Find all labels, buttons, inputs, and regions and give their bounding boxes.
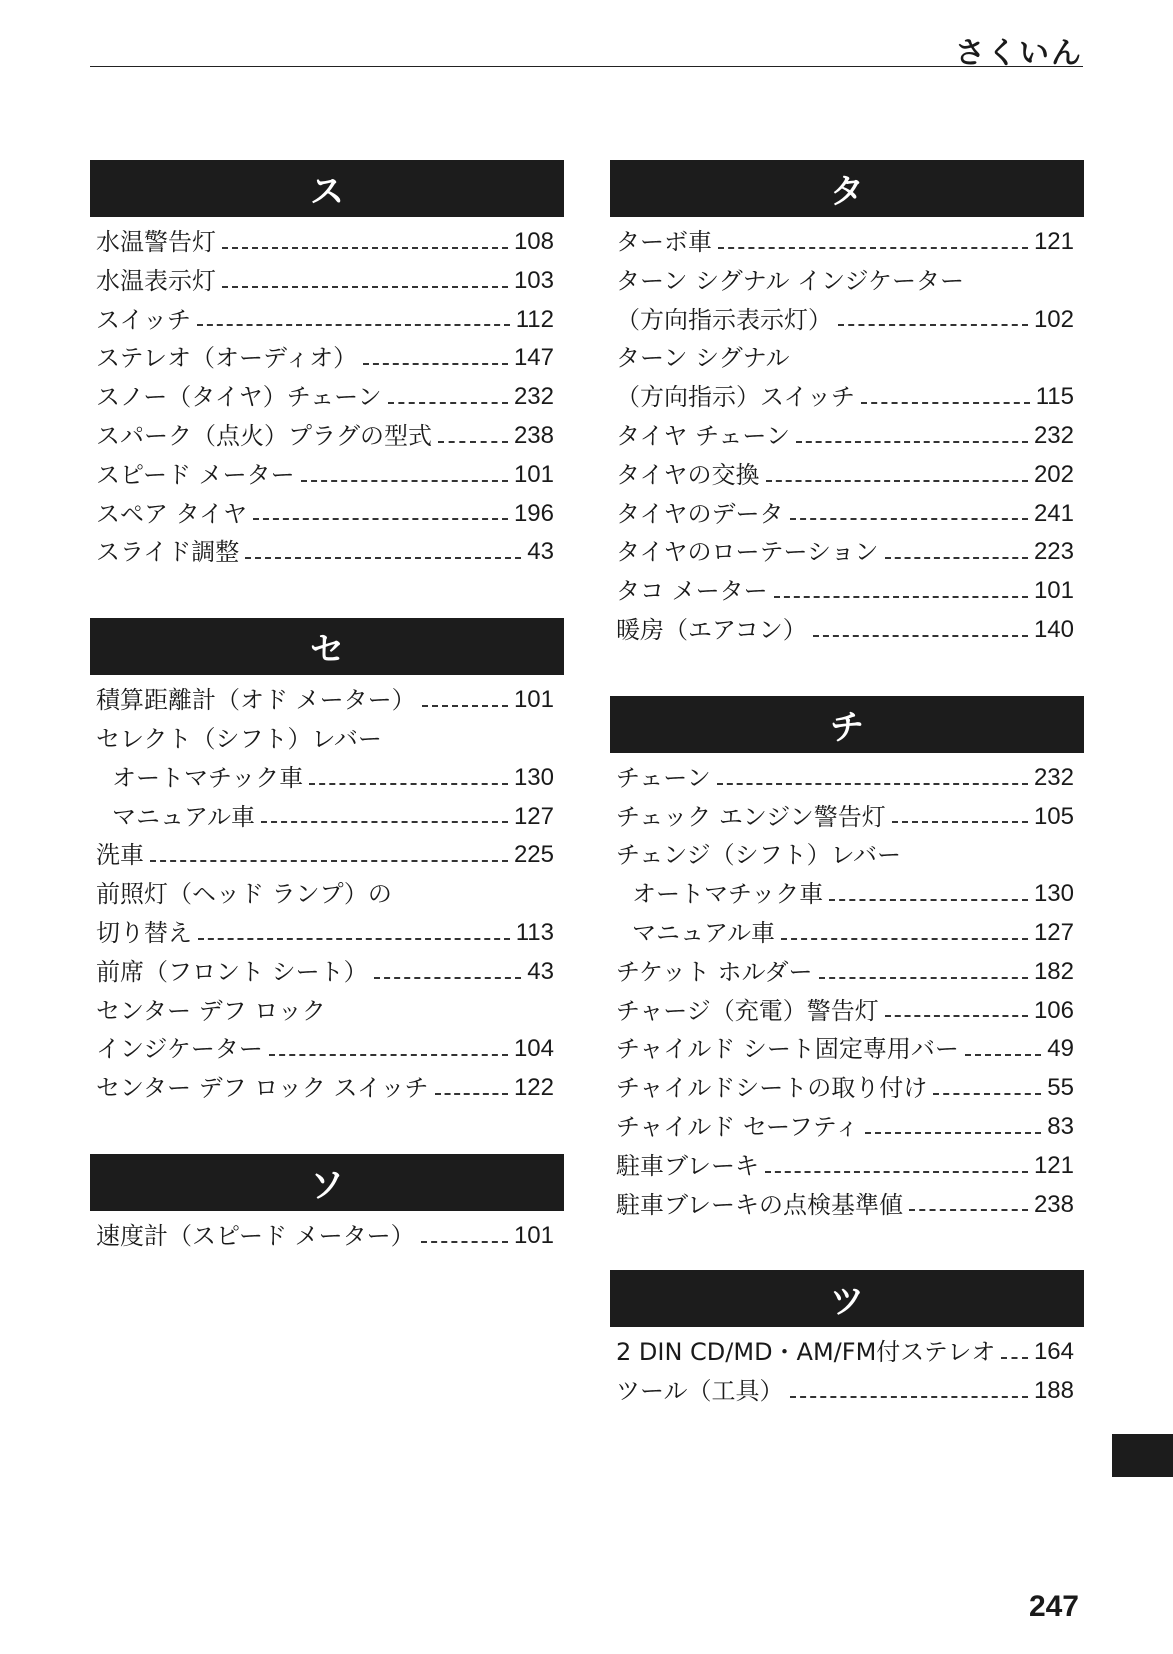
entry-term: 駐車ブレーキの点検基準値	[616, 1190, 904, 1219]
entry-page-number: 103	[513, 266, 554, 294]
section-heading: ソ	[90, 1154, 564, 1211]
index-entry	[610, 914, 1084, 953]
entry-page-number: 115	[1035, 383, 1074, 411]
entry-list	[90, 1211, 564, 1256]
entry-term: チャイルドシートの取り付け	[616, 1074, 928, 1103]
index-entry	[90, 456, 564, 495]
index-section	[610, 1270, 1084, 1411]
dot-leader	[790, 1396, 1028, 1398]
index-entry	[90, 798, 564, 837]
dot-leader	[766, 480, 1028, 482]
index-entry	[610, 1186, 1084, 1225]
index-entry	[610, 1108, 1084, 1147]
dot-leader	[933, 1093, 1041, 1095]
dot-leader	[245, 557, 521, 559]
index-entry	[610, 533, 1084, 572]
dot-leader	[253, 518, 508, 520]
index-entry	[90, 223, 564, 262]
dot-leader	[838, 324, 1028, 326]
index-entry	[610, 1069, 1084, 1108]
dot-leader	[197, 324, 510, 326]
entry-term: ステレオ（オーディオ）	[96, 344, 358, 373]
header-rule	[90, 66, 1083, 67]
index-entry	[610, 301, 1084, 340]
index-entry	[90, 378, 564, 417]
index-entry	[90, 875, 564, 914]
thumb-tab-marker	[1112, 1434, 1173, 1477]
entry-page-number: 101	[513, 1221, 554, 1249]
dot-leader	[388, 402, 508, 404]
entry-term: チケット ホルダー	[616, 957, 813, 986]
entry-page-number: 182	[1033, 957, 1074, 985]
index-entry	[610, 875, 1084, 914]
index-entry	[610, 495, 1084, 534]
index-entry	[610, 836, 1084, 875]
entry-term: 前席（フロント シート）	[96, 957, 368, 986]
entry-term: ターボ車	[616, 228, 712, 256]
index-entry	[90, 759, 564, 798]
entry-page-number: 164	[1033, 1338, 1074, 1366]
entry-page-number: 105	[1033, 802, 1074, 830]
entry-term: スライド調整	[96, 538, 240, 567]
index-entry	[90, 495, 564, 534]
entry-list	[610, 753, 1084, 1225]
index-entry	[90, 262, 564, 301]
index-entry	[610, 456, 1084, 495]
page-header-title: さくいん	[955, 36, 1083, 71]
entry-page-number: 147	[513, 344, 554, 372]
entry-page-number: 102	[1033, 305, 1074, 333]
dot-leader	[813, 635, 1028, 637]
dot-leader	[861, 402, 1030, 404]
index-entry	[90, 1217, 564, 1256]
entry-page-number: 104	[513, 1035, 554, 1063]
index-section	[90, 1154, 564, 1256]
index-entry	[90, 1030, 564, 1069]
entry-page-number: 113	[515, 918, 554, 946]
page-number: 247	[1028, 1590, 1079, 1623]
dot-leader	[717, 783, 1028, 785]
index-entry	[90, 720, 564, 759]
index-entry	[90, 1069, 564, 1108]
dot-leader	[261, 821, 508, 823]
entry-page-number: 188	[1033, 1377, 1074, 1405]
section-heading: チ	[610, 696, 1084, 753]
entry-term: セレクト（シフト）レバー	[96, 724, 382, 753]
dot-leader	[892, 821, 1028, 823]
entry-list	[610, 1327, 1084, 1411]
dot-leader	[309, 783, 508, 785]
entry-page-number: 232	[1033, 763, 1074, 791]
entry-term: 切り替え	[96, 918, 192, 947]
entry-page-number: 49	[1047, 1035, 1074, 1063]
entry-page-number: 101	[1033, 577, 1074, 605]
entry-term: タイヤのローテーション	[616, 538, 879, 567]
entry-page-number: 106	[1033, 996, 1074, 1024]
entry-page-number: 43	[527, 538, 554, 566]
dot-leader	[718, 247, 1028, 249]
entry-page-number: 121	[1033, 228, 1074, 255]
index-entry	[90, 301, 564, 340]
dot-leader	[435, 1093, 508, 1095]
entry-term: チャイルド シート固定専用バー	[616, 1035, 959, 1064]
entry-term: タイヤの交換	[616, 460, 760, 489]
index-entry	[610, 992, 1084, 1031]
entry-term: 水温表示灯	[96, 266, 216, 295]
index-entry	[610, 611, 1084, 650]
entry-term: インジケーター	[96, 1035, 263, 1064]
entry-term: スペア タイヤ	[96, 499, 248, 528]
index-entry	[610, 1030, 1084, 1069]
index-entry	[90, 417, 564, 456]
index-entry	[610, 417, 1084, 456]
dot-leader	[865, 1132, 1041, 1134]
dot-leader	[363, 363, 508, 365]
entry-page-number: 232	[513, 383, 554, 411]
index-entry	[610, 262, 1084, 301]
entry-page-number: 127	[1033, 918, 1074, 946]
dot-leader	[222, 286, 508, 288]
entry-page-number: 241	[1033, 499, 1074, 527]
dot-leader	[198, 938, 510, 940]
entry-list	[90, 675, 564, 1108]
entry-term: 駐車ブレーキ	[616, 1151, 760, 1180]
index-entry	[610, 759, 1084, 798]
index-entry	[610, 1147, 1084, 1186]
entry-page-number: 112	[515, 305, 554, 333]
entry-term: スノー（タイヤ）チェーン	[96, 383, 382, 412]
index-entry	[90, 533, 564, 572]
entry-page-number: 43	[527, 957, 554, 985]
dot-leader	[829, 899, 1028, 901]
dot-leader	[819, 977, 1028, 979]
entry-page-number: 238	[1033, 1190, 1074, 1218]
index-section	[610, 160, 1084, 650]
entry-term: ターン シグナル	[616, 344, 790, 373]
entry-page-number: 225	[513, 841, 554, 869]
entry-term: 洗車	[96, 841, 144, 870]
entry-term: 前照灯（ヘッド ランプ）の	[96, 880, 392, 909]
dot-leader	[1001, 1357, 1028, 1359]
entry-page-number: 130	[1033, 880, 1074, 908]
index-entry	[610, 1372, 1084, 1411]
dot-leader	[438, 441, 508, 443]
entry-page-number: 196	[513, 499, 554, 527]
index-entry	[90, 953, 564, 992]
entry-term: タイヤ チェーン	[616, 421, 790, 450]
index-section	[90, 618, 564, 1108]
entry-term: 積算距離計（オド メーター）	[96, 686, 416, 715]
index-entry	[90, 681, 564, 720]
entry-term: オートマチック車	[632, 880, 824, 909]
entry-term: タイヤのデータ	[616, 499, 784, 528]
index-entry	[610, 953, 1084, 992]
entry-term: マニュアル車	[632, 918, 776, 947]
entry-page-number: 232	[1033, 421, 1074, 449]
index-entry	[90, 339, 564, 378]
section-heading: セ	[90, 618, 564, 675]
index-entry	[610, 378, 1084, 417]
index-entry	[610, 1333, 1084, 1372]
index-entry	[90, 992, 564, 1031]
entry-term: （方向指示表示灯）	[616, 305, 832, 334]
index-entry	[610, 339, 1084, 378]
entry-term: チャージ（充電）警告灯	[616, 996, 879, 1025]
entry-term: センター デフ ロック スイッチ	[96, 1074, 429, 1103]
index-column-left	[90, 160, 564, 1302]
entry-term: 水温警告灯	[96, 228, 216, 256]
entry-page-number: 130	[513, 763, 554, 791]
entry-page-number: 122	[513, 1074, 554, 1102]
dot-leader	[885, 557, 1028, 559]
entry-term: スイッチ	[96, 305, 192, 334]
entry-page-number: 140	[1033, 615, 1074, 643]
entry-term: チェンジ（シフト）レバー	[616, 841, 901, 870]
entry-term: オートマチック車	[112, 763, 304, 792]
entry-term: チャイルド セーフティ	[616, 1112, 859, 1141]
entry-term: 速度計（スピード メーター）	[96, 1221, 415, 1250]
section-heading: ス	[90, 160, 564, 217]
index-column-right	[610, 160, 1084, 1457]
index-entry	[90, 836, 564, 875]
dot-leader	[765, 1171, 1028, 1173]
dot-leader	[374, 977, 522, 979]
index-entry	[610, 223, 1084, 262]
entry-term: マニュアル車	[112, 802, 256, 831]
dot-leader	[774, 596, 1028, 598]
entry-term: チェーン	[616, 763, 711, 792]
dot-leader	[796, 441, 1028, 443]
entry-page-number: 101	[513, 460, 554, 488]
dot-leader	[301, 480, 508, 482]
dot-leader	[781, 938, 1028, 940]
entry-term: （方向指示）スイッチ	[616, 383, 856, 412]
dot-leader	[422, 705, 508, 707]
index-entry	[610, 572, 1084, 611]
dot-leader	[150, 860, 508, 862]
entry-page-number: 101	[513, 686, 554, 714]
index-entry	[610, 798, 1084, 837]
dot-leader	[269, 1054, 508, 1056]
entry-term: 暖房（エアコン）	[616, 615, 807, 644]
entry-term: ターン シグナル インジケーター	[616, 266, 965, 295]
entry-page-number: 127	[513, 802, 554, 830]
entry-page-number: 55	[1047, 1074, 1074, 1102]
dot-leader	[885, 1015, 1028, 1017]
entry-page-number: 223	[1033, 538, 1074, 566]
entry-term: 2 DIN CD/MD・AM/FM付ステレオ	[616, 1338, 996, 1367]
index-entry	[90, 914, 564, 953]
entry-page-number: 108	[513, 228, 554, 255]
entry-term: センター デフ ロック	[96, 996, 326, 1025]
dot-leader	[790, 518, 1028, 520]
entry-list	[610, 217, 1084, 650]
dot-leader	[909, 1209, 1028, 1211]
entry-page-number: 238	[513, 421, 554, 449]
index-section	[610, 696, 1084, 1225]
dot-leader	[965, 1054, 1041, 1056]
entry-list	[90, 217, 564, 572]
entry-term: ツール（工具）	[616, 1377, 784, 1406]
entry-page-number: 121	[1033, 1151, 1074, 1179]
entry-term: スパーク（点火）プラグの型式	[96, 421, 432, 450]
dot-leader	[222, 247, 508, 249]
entry-term: チェック エンジン警告灯	[616, 802, 886, 831]
entry-page-number: 202	[1033, 460, 1074, 488]
entry-term: スピード メーター	[96, 460, 295, 489]
dot-leader	[421, 1241, 508, 1243]
entry-page-number: 83	[1047, 1112, 1074, 1140]
entry-term: タコ メーター	[616, 577, 768, 606]
section-heading: ツ	[610, 1270, 1084, 1327]
index-section	[90, 160, 564, 572]
section-heading: タ	[610, 160, 1084, 217]
